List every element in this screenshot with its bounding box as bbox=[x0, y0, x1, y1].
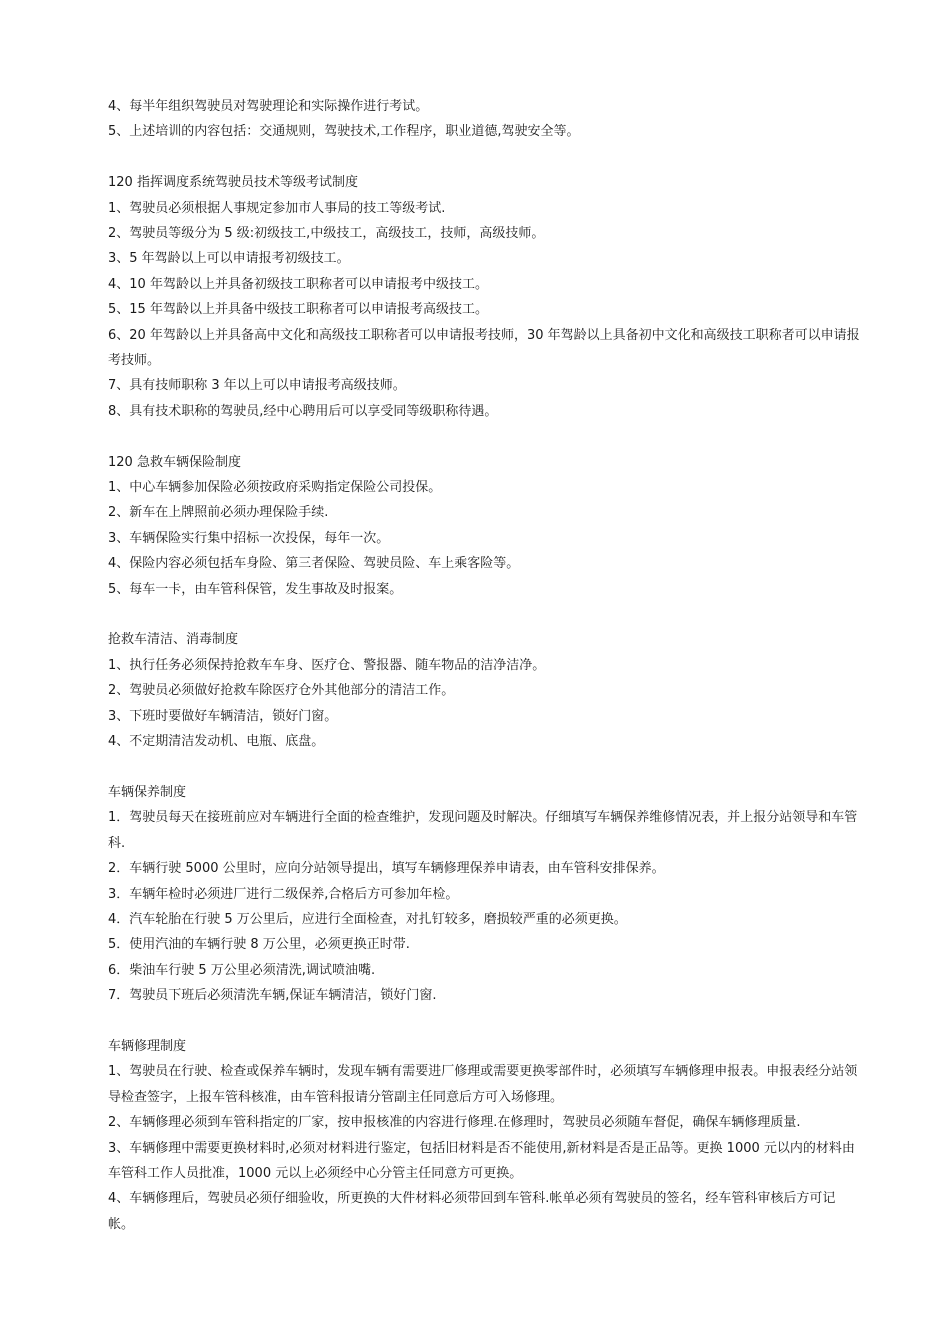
section-heading: 抢救车清洁、消毒制度 bbox=[108, 632, 239, 648]
list-item: 1、中心车辆参加保险必须按政府采购指定保险公司投保。 bbox=[108, 480, 442, 496]
list-item: 2．车辆行驶 5000 公里时，应向分站领导提出，填写车辆修理保养申请表，由车管科安排保养。 bbox=[108, 861, 665, 877]
section-vehicle-maintenance bbox=[108, 780, 860, 1009]
section-training-continued bbox=[108, 94, 860, 145]
list-item: 6．柴油车行驶 5 万公里必须清洗,调试喷油嘴. bbox=[108, 962, 376, 978]
list-item: 4、每半年组织驾驶员对驾驶理论和实际操作进行考试。 bbox=[108, 99, 429, 114]
list-item: 7．驾驶员下班后必须清洗车辆,保证车辆清洁，锁好门窗. bbox=[108, 988, 437, 1004]
list-item: 4、10 年驾龄以上并具备初级技工职称者可以申请报考中级技工。 bbox=[108, 276, 488, 292]
list-item: 7、具有技师职称 3 年以上可以申请报考高级技师。 bbox=[108, 378, 406, 394]
document-page bbox=[108, 94, 860, 1237]
list-item: 8、具有技术职称的驾驶员,经中心聘用后可以享受同等级职称待遇。 bbox=[108, 403, 498, 419]
list-item: 1．驾驶员每天在接班前应对车辆进行全面的检查维护，发现问题及时解决。仔细填写车辆保养维修情况表，并上报分站领导和车管科. bbox=[108, 810, 858, 851]
section-driver-grade-exam bbox=[108, 170, 860, 424]
list-item: 6、20 年驾龄以上并具备高中文化和高级技工职称者可以申请报考技师，30 年驾龄以上具备初中文化和高级技工职称者可以申请报考技师。 bbox=[108, 327, 860, 369]
list-item: 3、5 年驾龄以上可以申请报考初级技工。 bbox=[108, 251, 350, 267]
list-item: 5、15 年驾龄以上并具备中级技工职称者可以申请报考高级技工。 bbox=[108, 302, 488, 318]
list-item: 2、车辆修理必须到车管科指定的厂家，按申报核准的内容进行修理.在修理时，驾驶员必须随车督促，确保车辆修理质量. bbox=[108, 1115, 801, 1131]
list-item: 3．车辆年检时必须进厂进行二级保养,合格后方可参加年检。 bbox=[108, 886, 459, 902]
list-item: 1、执行任务必须保持抢救车车身、医疗仓、警报器、随车物品的洁净洁净。 bbox=[108, 657, 546, 673]
section-vehicle-repair bbox=[108, 1034, 860, 1237]
list-item: 5、每车一卡，由车管科保管，发生事故及时报案。 bbox=[108, 581, 403, 597]
list-item: 3、下班时要做好车辆清洁，锁好门窗。 bbox=[108, 708, 338, 724]
section-vehicle-insurance bbox=[108, 450, 860, 602]
list-item: 4．汽车轮胎在行驶 5 万公里后，应进行全面检查，对扎钉较多，磨损较严重的必须更换。 bbox=[108, 911, 627, 927]
list-item: 3、车辆保险实行集中招标一次投保，每年一次。 bbox=[108, 530, 390, 546]
section-heading: 120 急救车辆保险制度 bbox=[108, 454, 241, 470]
list-item: 5、上述培训的内容包括：交通规则，驾驶技术,工作程序，职业道德,驾驶安全等。 bbox=[108, 124, 580, 140]
list-item: 4、车辆修理后，驾驶员必须仔细验收，所更换的大件材料必须带回到车管科.帐单必须有驾驶员的签名，经车管科审核后方可记帐。 bbox=[108, 1191, 836, 1232]
list-item: 3、车辆修理中需要更换材料时,必须对材料进行鉴定，包括旧材料是否不能使用,新材料是否是正品等。更换 1000 元以内的材料由车管科工作人员批准，1000 元以上必须经中心分管主任同意方可更换。 bbox=[108, 1140, 855, 1181]
section-heading: 车辆修理制度 bbox=[108, 1038, 187, 1054]
list-item: 2、新车在上牌照前必须办理保险手续. bbox=[108, 505, 329, 521]
list-item: 5．使用汽油的车辆行驶 8 万公里，必须更换正时带. bbox=[108, 937, 410, 953]
list-item: 2、驾驶员必须做好抢救车除医疗仓外其他部分的清洁工作。 bbox=[108, 683, 455, 699]
list-item: 4、不定期清洁发动机、电瓶、底盘。 bbox=[108, 734, 325, 750]
list-item: 1、驾驶员在行驶、检查或保养车辆时，发现车辆有需要进厂修理或需要更换零部件时，必须填写车辆修理申报表。申报表经分站领导检查签字，上报车管科核准，由车管科报请分管副主任同意后方可入场修理。 bbox=[108, 1064, 858, 1105]
list-item: 4、保险内容必须包括车身险、第三者保险、驾驶员险、车上乘客险等。 bbox=[108, 556, 520, 572]
section-heading: 车辆保养制度 bbox=[108, 784, 187, 800]
section-cleaning-disinfection bbox=[108, 627, 860, 754]
list-item: 2、驾驶员等级分为 5 级:初级技工,中级技工，高级技工，技师，高级技师。 bbox=[108, 226, 545, 242]
section-heading: 120 指挥调度系统驾驶员技术等级考试制度 bbox=[108, 175, 358, 191]
list-item: 1、驾驶员必须根据人事规定参加市人事局的技工等级考试. bbox=[108, 200, 446, 216]
